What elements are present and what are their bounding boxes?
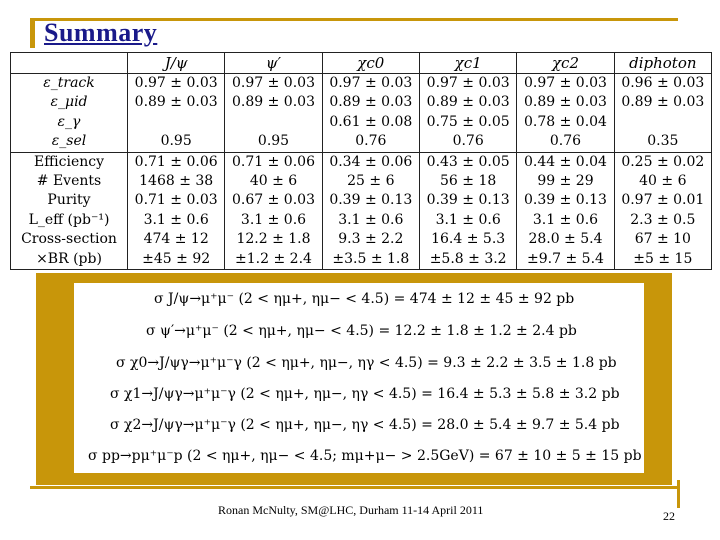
cell-value: 3.1 ± 0.6	[532, 211, 599, 228]
column-header: J/ψ	[128, 53, 225, 74]
cell-value: 0.35	[647, 133, 679, 150]
cell-value: 0.97 ± 0.03	[523, 75, 607, 91]
bottom-accent-line	[30, 486, 680, 489]
cell-value: 0.75 ± 0.05	[426, 113, 510, 130]
cell-value: ±45 ± 92	[142, 250, 211, 267]
cell-value: 0.97 ± 0.01	[621, 192, 705, 209]
cell-value: 0.97 ± 0.03	[329, 75, 413, 91]
table-cell	[225, 74, 322, 153]
table-cell	[225, 152, 322, 269]
table-cell	[128, 152, 225, 269]
cell-value: 0.67 ± 0.03	[232, 192, 315, 209]
cell-value: 40 ± 6	[639, 173, 687, 190]
cell-value: 3.1 ± 0.6	[240, 211, 307, 228]
cell-value: 0.97 ± 0.03	[232, 75, 315, 91]
cell-value: 0.89 ± 0.03	[621, 94, 705, 111]
cell-value: 0.89 ± 0.03	[232, 94, 315, 111]
formula-diphoton: σ pp→pμ⁺μ⁻p (2 < ημ+, ημ− < 4.5; mμ+μ− > 2.5GeV) = 67 ± 10 ± 5 ± 15 pb	[88, 448, 642, 464]
cell-value: 0.95	[160, 133, 192, 150]
table-cell	[517, 74, 614, 153]
row-label: Cross-section	[21, 231, 117, 248]
cell-value: 0.71 ± 0.03	[134, 192, 218, 209]
row-label: ε_μid	[50, 94, 88, 111]
row-label: ε_track	[43, 75, 95, 91]
cell-value: ±5 ± 15	[633, 250, 693, 267]
cell-value	[229, 113, 317, 132]
cell-value: 16.4 ± 5.3	[431, 231, 506, 248]
cell-value: 0.61 ± 0.08	[329, 113, 413, 130]
cell-value: 0.95	[257, 133, 290, 150]
column-header: χc2	[517, 53, 614, 74]
row-label: ×BR (pb)	[36, 250, 102, 267]
row-label: # Events	[36, 173, 102, 190]
cell-value: ±9.7 ± 5.4	[527, 250, 604, 267]
cell-value: 474 ± 12	[143, 231, 209, 248]
cell-value: 67 ± 10	[634, 231, 691, 248]
cell-value: 0.89 ± 0.03	[329, 94, 413, 111]
cell-value: ±3.5 ± 1.8	[332, 250, 410, 267]
column-header: χc1	[419, 53, 516, 74]
cell-value: 0.89 ± 0.03	[523, 94, 607, 111]
row-label: Purity	[47, 192, 91, 209]
cell-value: 0.97 ± 0.03	[426, 75, 510, 91]
table-header-row	[11, 53, 712, 74]
cell-value: 0.71 ± 0.06	[232, 153, 315, 170]
cell-value: 0.97 ± 0.03	[134, 75, 218, 91]
formula-jpsi: σ J/ψ→μ⁺μ⁻ (2 < ημ+, ημ− < 4.5) = 474 ± 12 ± 45 ± 92 pb	[154, 291, 575, 307]
page-title: Summary	[44, 18, 158, 47]
cell-value: 0.76	[452, 133, 484, 150]
table-row	[11, 74, 712, 153]
table-cell	[517, 152, 614, 269]
cell-value: 28.0 ± 5.4	[528, 231, 603, 248]
bottom-right-accent-bar	[677, 480, 680, 508]
cell-value: ±5.8 ± 3.2	[429, 250, 507, 267]
column-header: ψ′	[225, 53, 322, 74]
column-header: χc0	[322, 53, 419, 74]
row-label: Efficiency	[33, 153, 104, 170]
cell-value: 0.39 ± 0.13	[523, 192, 607, 209]
cell-value: 99 ± 29	[537, 173, 594, 190]
formula-chi0: σ χ0→J/ψγ→μ⁺μ⁻γ (2 < ημ+, ημ−, ηγ < 4.5) = 9.3 ± 2.2 ± 3.5 ± 1.8 pb	[116, 355, 617, 371]
table-cell	[614, 74, 711, 153]
formula-panel	[74, 283, 644, 473]
formula-chi1: σ χ1→J/ψγ→μ⁺μ⁻γ (2 < ημ+, ημ−, ηγ < 4.5) = 16.4 ± 5.3 ± 5.8 ± 3.2 pb	[110, 386, 620, 402]
cell-value: 0.96 ± 0.03	[621, 75, 705, 91]
cell-value	[619, 113, 707, 132]
table-cell	[322, 152, 419, 269]
cell-value: 56 ± 18	[440, 173, 497, 190]
column-header: diphoton	[614, 53, 711, 74]
row-labels-efficiencies	[11, 74, 128, 153]
cell-value: 0.39 ± 0.13	[329, 192, 413, 209]
cell-value: 0.34 ± 0.06	[329, 153, 413, 170]
row-labels-results	[11, 152, 128, 269]
row-label: ε_γ	[57, 113, 81, 130]
cell-value: 0.76	[549, 133, 582, 150]
cell-value: ±1.2 ± 2.4	[235, 250, 312, 267]
cell-value: 40 ± 6	[249, 173, 298, 190]
cell-value: 0.89 ± 0.03	[426, 94, 510, 111]
table-cell	[128, 74, 225, 153]
cell-value: 0.43 ± 0.05	[426, 153, 510, 170]
cell-value: 3.1 ± 0.6	[435, 211, 501, 228]
cell-value: 0.78 ± 0.04	[523, 113, 607, 130]
cell-value: 3.1 ± 0.6	[143, 211, 209, 228]
table-cell	[614, 152, 711, 269]
cell-value: 0.25 ± 0.02	[621, 153, 705, 170]
cell-value: 0.44 ± 0.04	[523, 153, 607, 170]
row-label: L_eff (pb⁻¹)	[28, 211, 110, 228]
table-row	[11, 152, 712, 269]
cell-value: 0.71 ± 0.06	[134, 153, 218, 170]
cell-value: 2.3 ± 0.5	[630, 211, 696, 228]
cell-value	[132, 113, 220, 132]
left-accent-bar	[30, 18, 35, 48]
cell-value: 25 ± 6	[347, 173, 395, 190]
table-cell	[419, 74, 516, 153]
cell-value: 0.39 ± 0.13	[426, 192, 510, 209]
cell-value: 1468 ± 38	[139, 173, 214, 190]
formula-psi2s: σ ψ′→μ⁺μ⁻ (2 < ημ+, ημ− < 4.5) = 12.2 ± 1.8 ± 1.2 ± 2.4 pb	[146, 323, 577, 339]
table-cell	[322, 74, 419, 153]
summary-table	[10, 52, 712, 270]
cell-value: 3.1 ± 0.6	[338, 211, 404, 228]
formula-chi2: σ χ2→J/ψγ→μ⁺μ⁻γ (2 < ημ+, ημ−, ηγ < 4.5) = 28.0 ± 5.4 ± 9.7 ± 5.4 pb	[110, 417, 620, 433]
table-cell	[419, 152, 516, 269]
cell-value: 9.3 ± 2.2	[338, 231, 404, 248]
row-label: ε_sel	[51, 133, 87, 150]
cell-value: 0.89 ± 0.03	[134, 94, 218, 111]
column-header	[11, 53, 128, 74]
page-number: 22	[663, 509, 675, 523]
cell-value: 0.76	[355, 133, 387, 150]
cell-value: 12.2 ± 1.8	[236, 231, 311, 248]
footer-citation: Ronan McNulty, SM@LHC, Durham 11-14 April 2011	[218, 503, 484, 517]
